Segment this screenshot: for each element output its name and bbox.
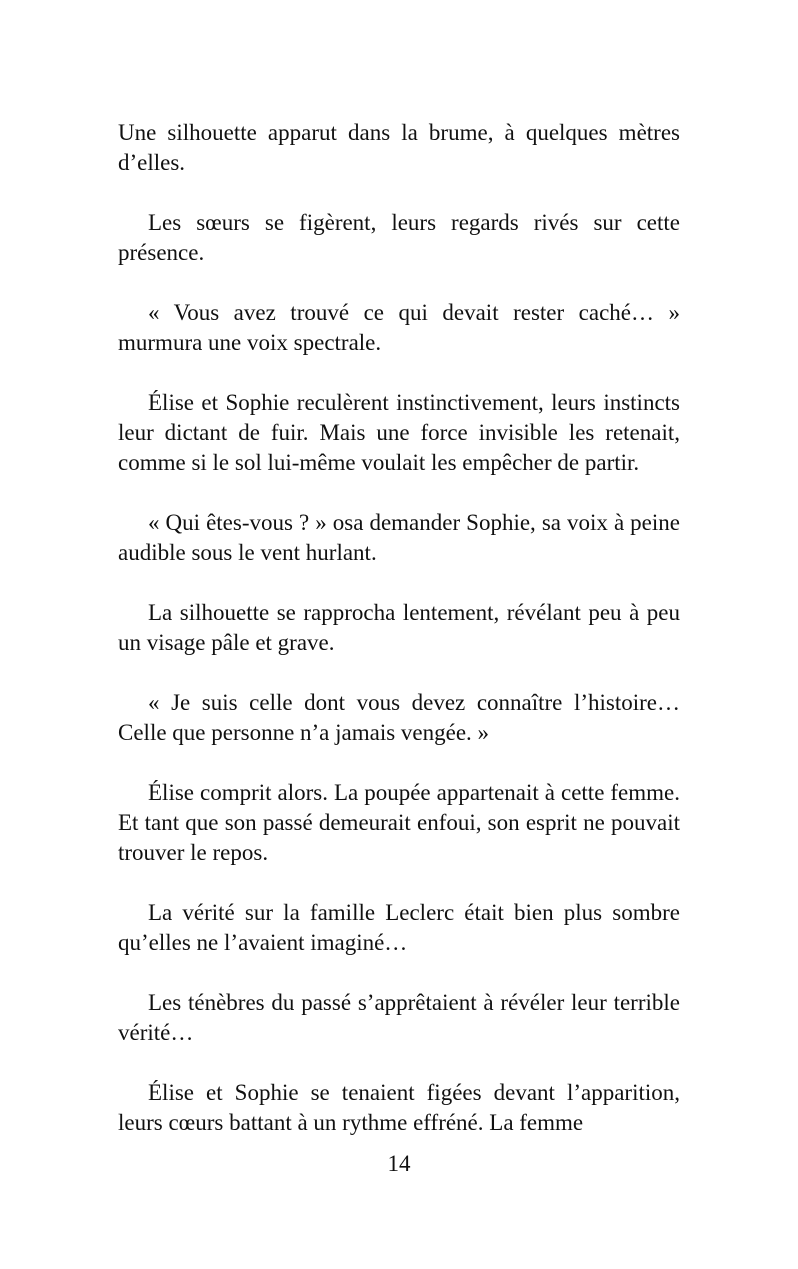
paragraph: « Vous avez trouvé ce qui devait rester caché… » murmura une voix spectrale. [118, 300, 680, 355]
paragraph: Élise et Sophie reculèrent instinctivement, leurs instincts leur dictant de fuir. Mais une force invisible les retenait, comme si le sol lui-même voulait les empêcher de partir. [118, 390, 680, 475]
paragraph: La vérité sur la famille Leclerc était bien plus sombre qu’elles ne l’avaient imaginé… [118, 900, 680, 955]
paragraph: « Qui êtes-vous ? » osa demander Sophie, sa voix à peine audible sous le vent hurlant. [118, 510, 680, 565]
paragraph: « Je suis celle dont vous devez connaître l’histoire… Celle que personne n’a jamais vengée. » [118, 690, 680, 745]
paragraph: La silhouette se rapprocha lentement, révélant peu à peu un visage pâle et grave. [118, 600, 680, 655]
body-text [118, 118, 680, 1138]
paragraph: Une silhouette apparut dans la brume, à quelques mètres d’elles. [118, 120, 680, 175]
paragraph: Élise et Sophie se tenaient figées devant l’apparition, leurs cœurs battant à un rythme effréné. La femme [118, 1080, 680, 1135]
paragraph: Les ténèbres du passé s’apprêtaient à révéler leur terrible vérité… [118, 990, 680, 1045]
paragraph: Élise comprit alors. La poupée appartenait à cette femme. Et tant que son passé demeurait enfoui, son esprit ne pouvait trouver le repos. [118, 780, 680, 865]
paragraph: Les sœurs se figèrent, leurs regards rivés sur cette présence. [118, 210, 680, 265]
page-number: 14 [387, 1151, 411, 1176]
